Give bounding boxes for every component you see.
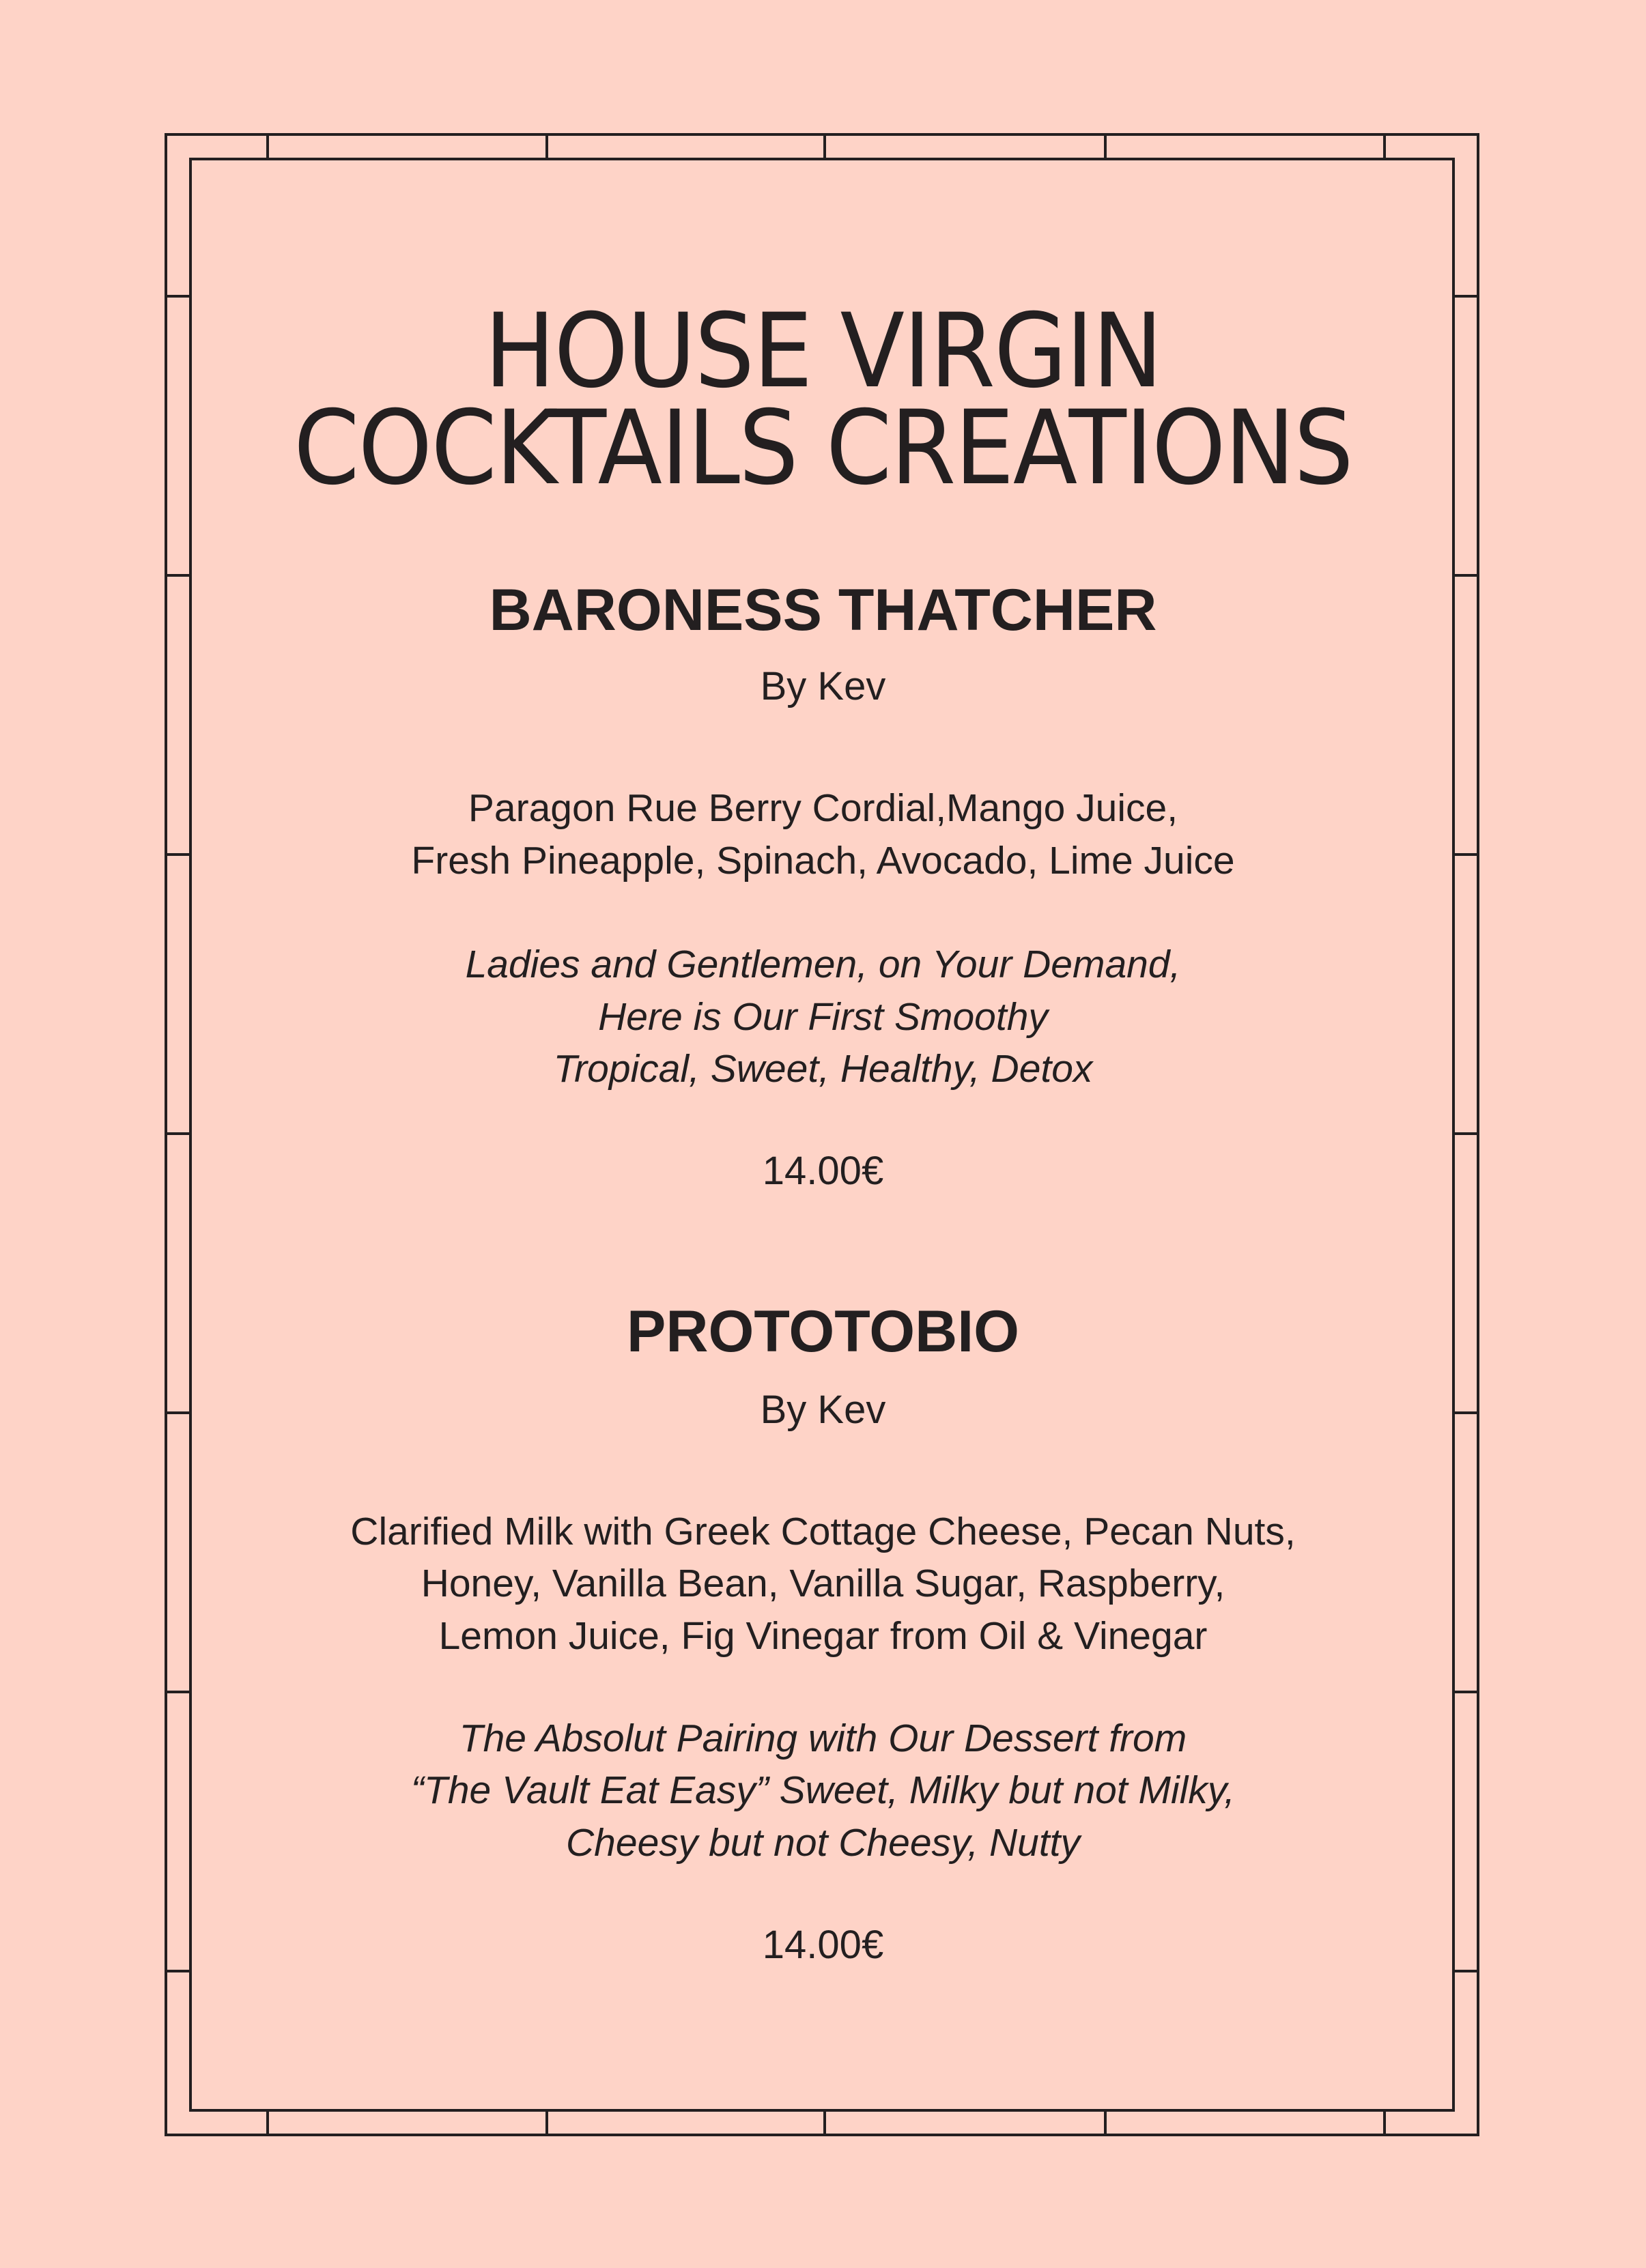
border-tick	[266, 2112, 269, 2136]
cocktail-ingredients: Fresh Pineapple, Spinach, Avocado, Lime Juice	[411, 839, 1235, 882]
cocktail-name: PROTOTOBIO	[627, 1299, 1019, 1364]
cocktail-author: By Kev	[760, 664, 886, 708]
border-tick	[165, 1132, 189, 1135]
cocktail-price: 14.00€	[762, 1149, 884, 1193]
cocktail-description: Here is Our First Smoothy	[598, 995, 1048, 1039]
cocktail-description: Cheesy but not Cheesy, Nutty	[566, 1821, 1080, 1865]
border-tick	[1383, 2112, 1386, 2136]
border-tick	[823, 2112, 826, 2136]
border-tick	[545, 2112, 548, 2136]
border-tick	[1455, 1970, 1479, 1972]
border-tick	[266, 133, 269, 158]
border-tick	[1104, 133, 1107, 158]
cocktail-name: BARONESS THATCHER	[489, 577, 1157, 643]
cocktail-price: 14.00€	[762, 1923, 884, 1967]
border-tick	[165, 1691, 189, 1693]
cocktail-ingredients: Honey, Vanilla Bean, Vanilla Sugar, Raspberry,	[421, 1562, 1225, 1605]
cocktail-author: By Kev	[760, 1388, 886, 1432]
cocktail-ingredients: Paragon Rue Berry Cordial,Mango Juice,	[468, 786, 1178, 830]
cocktail-ingredients: Clarified Milk with Greek Cottage Cheese, Pecan Nuts,	[350, 1510, 1296, 1553]
border-tick	[165, 1970, 189, 1972]
border-tick	[1104, 2112, 1107, 2136]
border-tick	[823, 133, 826, 158]
cocktail-description: “The Vault Eat Easy” Sweet, Milky but not Milky,	[411, 1768, 1235, 1812]
cocktail-description: The Absolut Pairing with Our Dessert from	[459, 1717, 1187, 1760]
border-tick	[1455, 1691, 1479, 1693]
menu-title-line-1: HOUSE VIRGIN	[484, 292, 1162, 411]
border-tick	[1455, 295, 1479, 298]
menu-title-line-2: COCKTAILS CREATIONS	[294, 389, 1352, 508]
cocktail-description: Tropical, Sweet, Healthy, Detox	[553, 1047, 1093, 1091]
border-tick	[1383, 133, 1386, 158]
border-tick	[1455, 1132, 1479, 1135]
cocktail-description: Ladies and Gentlemen, on Your Demand,	[465, 943, 1181, 986]
border-tick	[545, 133, 548, 158]
border-tick	[165, 295, 189, 298]
cocktail-ingredients: Lemon Juice, Fig Vinegar from Oil & Vinegar	[438, 1614, 1208, 1658]
